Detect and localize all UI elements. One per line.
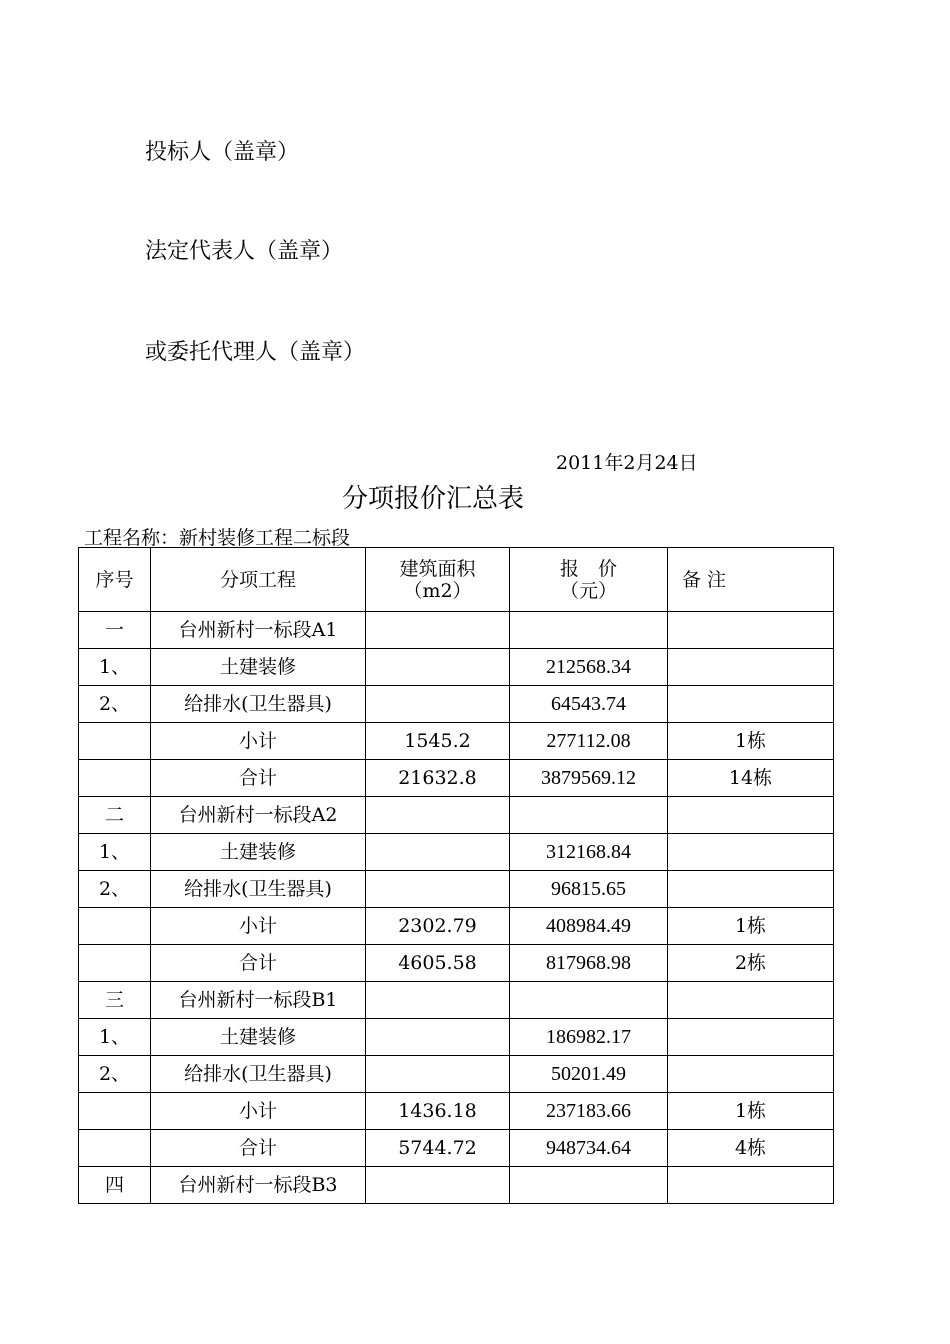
- row-seq-cell: 一: [79, 612, 151, 649]
- row-area-cell: 21632.8: [366, 760, 510, 797]
- bidder-signature-label: 投标人（盖章）: [145, 140, 300, 165]
- row-area-cell: [366, 982, 510, 1019]
- table-row: [79, 1130, 834, 1167]
- row-item-cell: 台州新村一标段B1: [151, 982, 366, 1019]
- row-item-cell: 台州新村一标段A1: [151, 612, 366, 649]
- row-item-cell: 小计: [151, 908, 366, 945]
- row-remark-cell: 1栋: [668, 723, 834, 760]
- row-area-cell: [366, 1056, 510, 1093]
- table-row: [79, 1056, 834, 1093]
- row-seq-cell: 四: [79, 1167, 151, 1204]
- table-row: [79, 760, 834, 797]
- header-area-unit: （m2）: [403, 579, 472, 602]
- table-row: [79, 1019, 834, 1056]
- table-row: [79, 1167, 834, 1204]
- row-area-cell: [366, 612, 510, 649]
- table-row: [79, 908, 834, 945]
- row-seq-cell: [79, 1130, 151, 1167]
- row-area-cell: 5744.72: [366, 1130, 510, 1167]
- table-row: [79, 982, 834, 1019]
- row-area-cell: [366, 1019, 510, 1056]
- header-item: 分项工程: [151, 548, 366, 612]
- row-price-cell: [510, 982, 668, 1019]
- row-remark-cell: [668, 1167, 834, 1204]
- row-price-cell: 408984.49: [510, 908, 668, 945]
- row-seq-cell: [79, 1093, 151, 1130]
- header-price-label: 报 价: [559, 557, 617, 580]
- row-area-cell: 1436.18: [366, 1093, 510, 1130]
- row-area-cell: [366, 797, 510, 834]
- row-item-cell: 土建装修: [151, 649, 366, 686]
- row-seq-cell: [79, 760, 151, 797]
- row-price-cell: 817968.98: [510, 945, 668, 982]
- legal-rep-signature-label: 法定代表人（盖章）: [145, 239, 344, 264]
- row-remark-cell: [668, 871, 834, 908]
- row-item-cell: 台州新村一标段A2: [151, 797, 366, 834]
- project-name: 工程名称：新村装修工程二标段: [84, 527, 351, 549]
- row-area-cell: [366, 834, 510, 871]
- row-item-cell: 合计: [151, 945, 366, 982]
- header-area-label: 建筑面积: [399, 557, 476, 580]
- header-price-unit: （元）: [559, 579, 617, 602]
- table-row: [79, 612, 834, 649]
- row-seq-cell: [79, 945, 151, 982]
- row-remark-cell: [668, 649, 834, 686]
- table-row: [79, 649, 834, 686]
- table-row: [79, 686, 834, 723]
- row-price-cell: 96815.65: [510, 871, 668, 908]
- table-row: [79, 945, 834, 982]
- row-item-cell: 小计: [151, 1093, 366, 1130]
- row-area-cell: 2302.79: [366, 908, 510, 945]
- agent-signature-label: 或委托代理人（盖章）: [145, 340, 366, 365]
- table-row: [79, 1093, 834, 1130]
- row-remark-cell: [668, 982, 834, 1019]
- row-seq-cell: 1、: [79, 834, 151, 871]
- row-seq-cell: 三: [79, 982, 151, 1019]
- row-remark-cell: 4栋: [668, 1130, 834, 1167]
- row-price-cell: 186982.17: [510, 1019, 668, 1056]
- row-item-cell: 小计: [151, 723, 366, 760]
- row-item-cell: 土建装修: [151, 834, 366, 871]
- header-area: [366, 548, 510, 612]
- row-area-cell: [366, 871, 510, 908]
- table-row: [79, 834, 834, 871]
- header-price: [510, 548, 668, 612]
- page-title: 分项报价汇总表: [341, 484, 524, 514]
- row-item-cell: 合计: [151, 1130, 366, 1167]
- row-price-cell: 212568.34: [510, 649, 668, 686]
- row-remark-cell: [668, 797, 834, 834]
- row-item-cell: 台州新村一标段B3: [151, 1167, 366, 1204]
- table-row: [79, 723, 834, 760]
- row-seq-cell: 1、: [79, 649, 151, 686]
- row-price-cell: 50201.49: [510, 1056, 668, 1093]
- row-area-cell: [366, 686, 510, 723]
- row-remark-cell: [668, 1019, 834, 1056]
- row-price-cell: 237183.66: [510, 1093, 668, 1130]
- row-price-cell: 64543.74: [510, 686, 668, 723]
- row-area-cell: [366, 1167, 510, 1204]
- row-area-cell: [366, 649, 510, 686]
- header-remark: 备 注: [668, 548, 834, 612]
- row-area-cell: 4605.58: [366, 945, 510, 982]
- row-seq-cell: 2、: [79, 871, 151, 908]
- table-header-row: [79, 548, 834, 612]
- row-item-cell: 给排水(卫生器具): [151, 871, 366, 908]
- row-seq-cell: 1、: [79, 1019, 151, 1056]
- row-remark-cell: 2栋: [668, 945, 834, 982]
- row-price-cell: 948734.64: [510, 1130, 668, 1167]
- row-seq-cell: 2、: [79, 1056, 151, 1093]
- row-item-cell: 土建装修: [151, 1019, 366, 1056]
- row-remark-cell: [668, 686, 834, 723]
- row-price-cell: 277112.08: [510, 723, 668, 760]
- row-seq-cell: [79, 908, 151, 945]
- row-price-cell: [510, 797, 668, 834]
- table-row: [79, 797, 834, 834]
- row-price-cell: [510, 612, 668, 649]
- row-seq-cell: 2、: [79, 686, 151, 723]
- row-item-cell: 给排水(卫生器具): [151, 686, 366, 723]
- row-remark-cell: [668, 1056, 834, 1093]
- header-seq: 序号: [79, 548, 151, 612]
- row-remark-cell: 1栋: [668, 1093, 834, 1130]
- table-row: [79, 871, 834, 908]
- row-remark-cell: 1栋: [668, 908, 834, 945]
- row-seq-cell: [79, 723, 151, 760]
- row-item-cell: 合计: [151, 760, 366, 797]
- row-remark-cell: [668, 612, 834, 649]
- price-summary-table: [78, 547, 834, 1204]
- document-date: 2011年2月24日: [556, 452, 698, 474]
- row-price-cell: [510, 1167, 668, 1204]
- row-remark-cell: 14栋: [668, 760, 834, 797]
- row-seq-cell: 二: [79, 797, 151, 834]
- row-item-cell: 给排水(卫生器具): [151, 1056, 366, 1093]
- row-area-cell: 1545.2: [366, 723, 510, 760]
- row-remark-cell: [668, 834, 834, 871]
- row-price-cell: 312168.84: [510, 834, 668, 871]
- row-price-cell: 3879569.12: [510, 760, 668, 797]
